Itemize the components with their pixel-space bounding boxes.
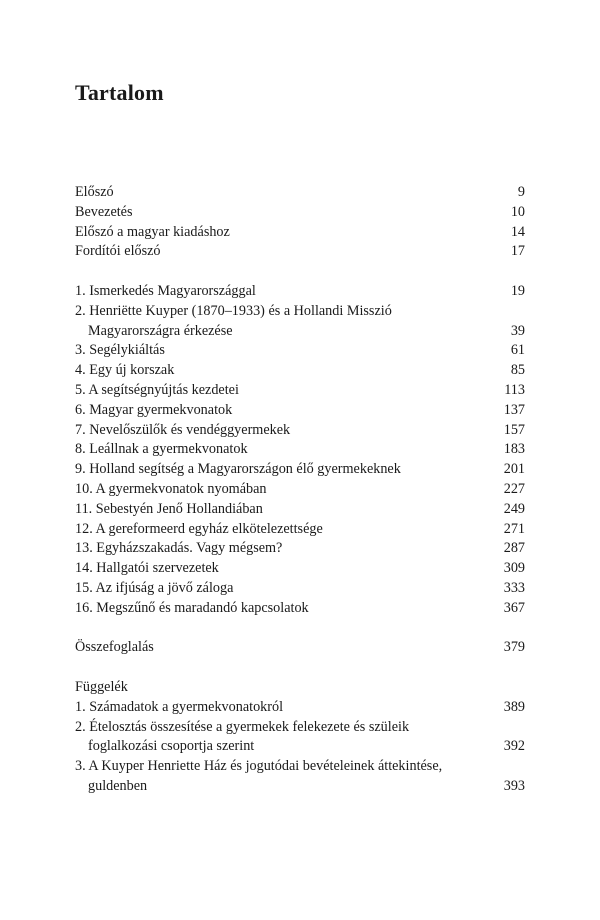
toc-entry[interactable] <box>75 460 525 480</box>
toc-entry[interactable] <box>75 381 525 401</box>
toc-entry-label: 13. Egyházszakadás. Vagy mégsem? <box>75 540 283 557</box>
toc-entry[interactable] <box>75 539 525 559</box>
toc-entry-label: 3. Segélykiáltás <box>75 342 165 359</box>
toc-entry-label: Bevezetés <box>75 203 133 220</box>
toc-entry-label: Magyarországra érkezése <box>88 322 233 339</box>
toc-entry[interactable] <box>75 579 525 599</box>
toc-entry-page: 249 <box>503 500 525 517</box>
toc-entry-label: Fordítói előszó <box>75 243 161 260</box>
toc-entry[interactable] <box>75 203 525 223</box>
toc-entry[interactable] <box>75 302 525 322</box>
toc-entry[interactable] <box>75 183 525 203</box>
toc-entry-page: 389 <box>503 698 525 715</box>
toc-entry-page: 333 <box>503 579 525 596</box>
table-of-contents <box>75 183 525 797</box>
toc-entry-page: 393 <box>503 777 525 794</box>
toc-entry-page: 85 <box>510 362 525 379</box>
toc-entry-page: 113 <box>504 381 525 398</box>
toc-entry[interactable] <box>75 440 525 460</box>
toc-entry-label: 10. A gyermekvonatok nyomában <box>75 480 267 497</box>
toc-entry-page: 227 <box>503 480 525 497</box>
toc-entry-label: 1. Ismerkedés Magyarországgal <box>75 282 256 299</box>
toc-entry[interactable] <box>75 223 525 243</box>
page-title: Tartalom <box>75 80 164 105</box>
toc-entry-page: 287 <box>503 540 525 557</box>
toc-entry[interactable] <box>75 361 525 381</box>
toc-entry-label: foglalkozási csoportja szerint <box>88 738 255 755</box>
toc-entry-label: 3. A Kuyper Henriette Ház és jogutódai bevételeinek áttekintése, <box>75 758 443 775</box>
toc-entry-page: 19 <box>510 282 525 299</box>
toc-entry-page: 379 <box>503 639 525 656</box>
toc-entry-label: 16. Megszűnő és maradandó kapcsolatok <box>75 599 309 616</box>
toc-entry-continuation[interactable] <box>75 322 525 342</box>
toc-entry-label: 9. Holland segítség a Magyarországon élő gyermekeknek <box>75 461 401 478</box>
toc-entry-label: 15. Az ifjúság a jövő záloga <box>75 579 234 596</box>
toc-entry-label: 5. A segítségnyújtás kezdetei <box>75 381 239 398</box>
toc-entry[interactable] <box>75 242 525 262</box>
toc-entry-page: 10 <box>510 203 525 220</box>
section-gap <box>75 619 525 639</box>
toc-entry-label: 12. A gereformeerd egyház elkötelezettsége <box>75 520 323 537</box>
toc-entry-label: Előszó <box>75 184 114 200</box>
toc-entry[interactable] <box>75 341 525 361</box>
toc-entry-label: guldenben <box>88 777 148 794</box>
toc-entry-label: 8. Leállnak a gyermekvonatok <box>75 441 248 458</box>
toc-entry-label: 14. Hallgatói szervezetek <box>75 560 219 577</box>
section-gap <box>75 262 525 282</box>
toc-entry-label: Összefoglalás <box>75 639 154 656</box>
toc-entry-page: 183 <box>503 441 525 458</box>
toc-entry-page: 39 <box>510 322 525 339</box>
appendix-heading: Függelék <box>75 678 128 695</box>
toc-entry-label: 11. Sebestyén Jenő Hollandiában <box>75 500 263 517</box>
toc-entry-label: 2. Ételosztás összesítése a gyermekek felekezete és szüleik <box>75 718 410 735</box>
toc-entry-continuation[interactable] <box>75 737 525 757</box>
toc-entry[interactable] <box>75 599 525 619</box>
toc-entry-label: 2. Henriëtte Kuyper (1870–1933) és a Hollandi Misszió <box>75 302 392 319</box>
toc-entry[interactable] <box>75 480 525 500</box>
toc-entry-page: 309 <box>503 560 525 577</box>
section-gap <box>75 658 525 678</box>
toc-entry-label: 1. Számadatok a gyermekvonatokról <box>75 698 284 715</box>
toc-entry-page: 61 <box>510 342 525 359</box>
toc-entry-label: 4. Egy új korszak <box>75 362 175 379</box>
toc-entry-page: 367 <box>503 599 525 616</box>
toc-entry-page: 157 <box>503 421 525 438</box>
toc-entry[interactable] <box>75 718 525 738</box>
toc-entry-page: 271 <box>503 520 525 537</box>
toc-entry-page: 392 <box>503 738 525 755</box>
toc-entry[interactable] <box>75 282 525 302</box>
toc-entry[interactable] <box>75 520 525 540</box>
toc-entry-page: 17 <box>510 243 525 260</box>
toc-entry[interactable] <box>75 500 525 520</box>
toc-entry-summary[interactable] <box>75 638 525 658</box>
toc-entry[interactable] <box>75 401 525 421</box>
toc-entry-page: 137 <box>503 401 525 418</box>
toc-entry-page: 14 <box>510 223 525 240</box>
toc-entry[interactable] <box>75 559 525 579</box>
toc-entry[interactable] <box>75 757 525 777</box>
toc-entry-continuation[interactable] <box>75 777 525 797</box>
toc-entry-label: 6. Magyar gyermekvonatok <box>75 401 233 418</box>
toc-entry-label: 7. Nevelőszülők és vendéggyermekek <box>75 421 291 438</box>
toc-entry[interactable] <box>75 421 525 441</box>
toc-entry-page: 9 <box>517 184 525 200</box>
toc-entry-page: 201 <box>503 461 525 478</box>
toc-entry-label: Előszó a magyar kiadáshoz <box>75 223 230 240</box>
toc-entry[interactable] <box>75 698 525 718</box>
